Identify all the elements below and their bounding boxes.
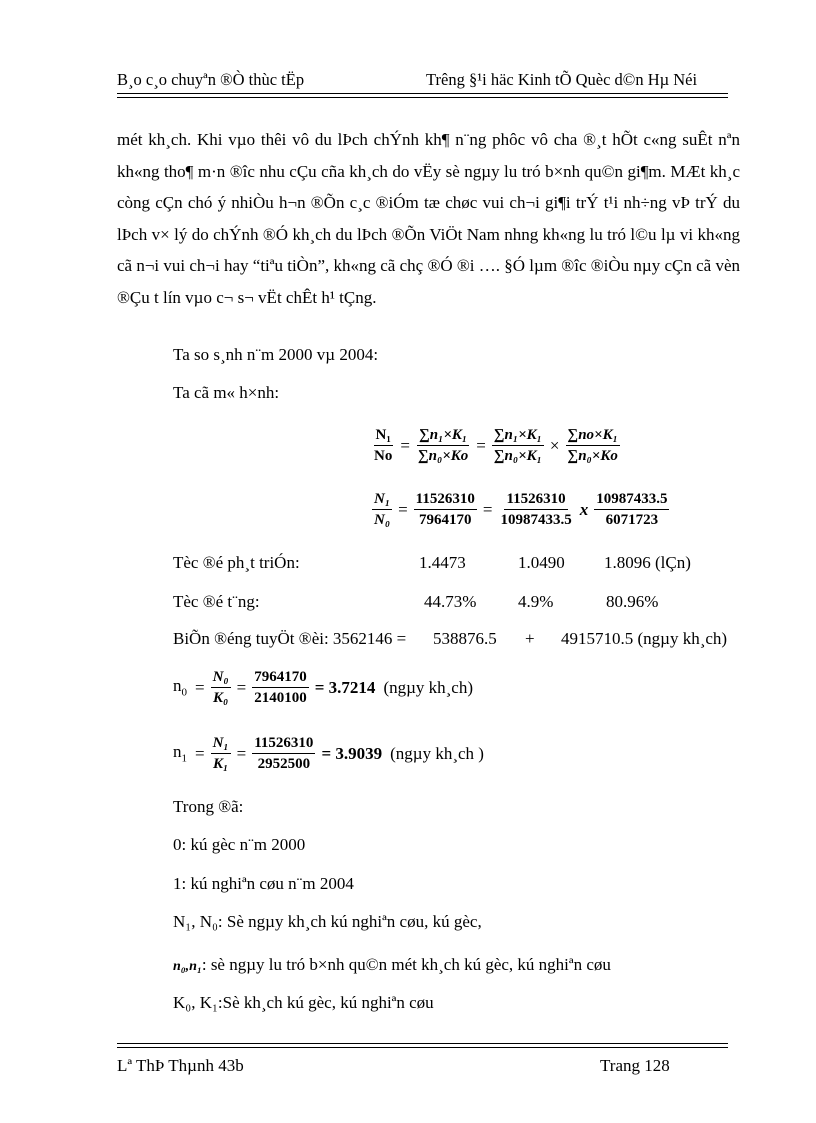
legend-line-3-text: : sè ngµy lu tró b×nh qu©n mét kh¸ch kú gèc, kú nghiªn cøu	[201, 955, 611, 974]
n0-sub: 0	[181, 686, 187, 699]
legend-line-0: 0: kú gèc n¨m 2000	[173, 835, 306, 854]
formula1-lhs-den: No	[374, 448, 393, 464]
n0-frac1-num: N₀	[211, 668, 231, 688]
formula-model	[372, 426, 620, 465]
n0-result: = 3.7214	[314, 677, 376, 697]
formula2-eq2: =	[482, 499, 493, 519]
model-line: Ta cã m« h×nh:	[173, 383, 280, 402]
increase-v1: 44.73%	[424, 592, 477, 611]
footer-author: Lª ThÞ Thµnh 43b	[117, 1056, 244, 1075]
n1-formula	[173, 734, 486, 773]
formula2-f4-num: 10987433.5	[594, 490, 669, 510]
n0-frac2-den: 2140100	[254, 690, 307, 706]
n0-frac1-den: K₀	[213, 690, 229, 706]
absolute-label: BiÕn ®éng tuyÖt ®èi: 3562146 =	[173, 629, 407, 648]
formula2-f3-den: 10987433.5	[500, 512, 572, 528]
formula1-f3-den: ∑n₀×K₁	[493, 448, 542, 464]
n1-frac1-num: N₁	[211, 734, 231, 754]
header-rule-bottom	[117, 97, 728, 98]
n0-eq2: =	[236, 677, 247, 697]
increase-v2: 4.9%	[518, 592, 554, 611]
n1-sub: 1	[181, 752, 187, 765]
n1-eq1: =	[195, 743, 205, 763]
formula1-eq1: =	[400, 435, 410, 455]
n1-result: = 3.9039	[321, 743, 383, 763]
n1-frac1-den: K₁	[213, 756, 229, 772]
absolute-v2: 4915710.5 (ngµy kh¸ch)	[561, 629, 728, 648]
growth-label: Tèc ®é ph¸t triÓn:	[173, 553, 300, 572]
legend-line-3	[173, 955, 611, 975]
formula2-lhs-den: N₀	[374, 512, 391, 528]
formula2-f4-den: 6071723	[605, 512, 659, 528]
increase-v3: 80.96%	[606, 592, 659, 611]
n0-eq1: =	[195, 677, 205, 697]
formula1-times: ×	[549, 435, 560, 455]
formula2-f2-num: 11526310	[414, 490, 477, 510]
formula2-f3-num: 11526310	[504, 490, 567, 510]
header-rule-top	[117, 93, 728, 94]
formula-values	[372, 490, 669, 529]
legend-line-1: 1: kú nghiªn cøu n¨m 2004	[173, 874, 354, 893]
n0-unit: (ngµy kh¸ch)	[383, 677, 474, 697]
legend-line-2	[173, 912, 482, 932]
growth-v2: 1.0490	[518, 553, 565, 572]
formula2-f2-den: 7964170	[419, 512, 472, 528]
formula2-times: x	[579, 499, 589, 519]
intro-paragraph: mét kh¸ch. Khi vµo thêi vô du lÞch chÝnh kh¶ n¨ng phôc vô cha ®¸t hÕt c«ng suÊt nªn kh«ng tho¶ m·n ®îc nhu cÇu cña kh¸ch do vËy sè ngµy lu tró b×nh qu©n gi¶m. MÆt kh¸c còng cÇn chó ý nhiÒu h¬n ®Õn c¸c ®iÓm tæ chøc vui ch¬i gi¶i trÝ t¹i nh÷ng vÞ trÝ du lÞch v× lý do chÝnh ®Ó kh¸ch du lÞch ®Õn ViÖt Nam nhng kh«ng lu tró l©u lµ vi kh«ng cã n¬i vui ch¬i hay “tiªu tiÒn”, kh«ng cã chç ®Ó ®i …. §Ó lµm ®îc ®iÒu nµy cÇn cã vèn ®Çu t lín vµo c¬ s¬ vËt chÊt h¹ tÇng.	[117, 130, 740, 307]
n0-frac2-num: 7964170	[252, 668, 309, 688]
footer-page-number: Trang 128	[600, 1056, 670, 1075]
n0-formula	[173, 668, 475, 707]
formula1-f2-num: ∑n₁×K₁	[417, 426, 469, 446]
formula1-lhs-num: N₁	[374, 426, 393, 446]
formula1-f4-den: ∑n₀×Ko	[567, 448, 618, 464]
legend-line-2-text: : Sè ngµy kh¸ch kú nghiªn cøu, kú gèc,	[217, 912, 482, 931]
footer-rule-bottom	[117, 1047, 728, 1048]
legend-title: Trong ®ã:	[173, 797, 244, 816]
footer-rule-top	[117, 1043, 728, 1044]
n0-lhs: n	[173, 676, 182, 696]
absolute-plus: +	[525, 629, 535, 648]
legend-line-3-symbol: n₀,n₁	[173, 959, 202, 974]
legend-line-4-symbol: K₀, K₁	[173, 993, 218, 1012]
absolute-v1: 538876.5	[433, 629, 497, 648]
legend-line-4	[173, 993, 434, 1013]
legend-line-4-text: :Sè kh¸ch kú gèc, kú nghiªn cøu	[217, 993, 434, 1012]
growth-v3: 1.8096 (lÇn)	[604, 553, 691, 572]
formula2-lhs-num: N₁	[372, 490, 392, 510]
legend-line-2-symbol: N₁, N₀	[173, 912, 218, 931]
formula1-eq2: =	[476, 435, 486, 455]
n1-eq2: =	[236, 743, 247, 763]
increase-label: Tèc ®é t¨ng:	[173, 592, 260, 611]
header-left: B¸o c¸o chuyªn ®Ò thùc tËp	[117, 70, 305, 89]
growth-v1: 1.4473	[419, 553, 466, 572]
formula1-f3-num: ∑n₁×K₁	[492, 426, 544, 446]
n1-lhs: n	[173, 742, 182, 762]
compare-line: Ta so s¸nh n¨m 2000 vµ 2004:	[173, 345, 379, 364]
formula1-f4-num: ∑no×K₁	[566, 426, 620, 446]
n1-frac2-num: 11526310	[252, 734, 315, 754]
formula1-f2-den: ∑n₀×Ko	[417, 448, 469, 464]
header-right: Trêng §¹i häc Kinh tÕ Quèc d©n Hµ Néi	[426, 70, 698, 89]
formula2-eq1: =	[398, 499, 408, 519]
n1-frac2-den: 2952500	[257, 756, 311, 772]
n1-unit: (ngµy kh¸ch )	[390, 743, 484, 763]
